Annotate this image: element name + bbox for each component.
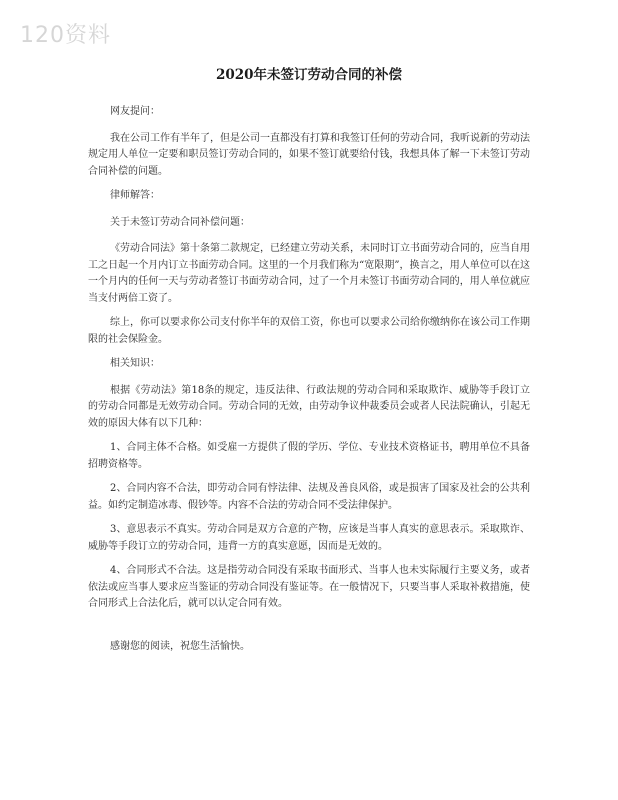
watermark-logo: 120资料 bbox=[20, 23, 111, 48]
document-title: 2020年未签订劳动合同的补偿 bbox=[215, 67, 403, 83]
related-item-3: 3、意思表示不真实。劳动合同是双方合意的产物，应该是当事人真实的意思表示。采取欺诈、威胁等手段订立的劳动合同，违背一方的真实意愿，因而是无效的。 bbox=[88, 524, 530, 552]
answer-paragraph-2: 综上，你可以要求你公司支付你半年的双倍工资，你也可以要求公司给你缴纳你在该公司工作期限的社会保险金。 bbox=[88, 317, 530, 345]
answer-paragraph-1: 《劳动合同法》第十条第二款规定，已经建立劳动关系，未同时订立书面劳动合同的，应当自用工之日起一个月内订立书面劳动合同。这里的一个月我们称为“宽限期”，换言之，用人单位可以在这一个月内的任何一天与劳动者签订书面劳动合同，过了一个月未签订书面劳动合同的，用人单位就应当支付两倍工资了。 bbox=[88, 243, 530, 304]
related-item-2: 2、合同内容不合法，即劳动合同有悖法律、法规及善良风俗，或是损害了国家及社会的公共利益。如约定制造冰毒、假钞等。内容不合法的劳动合同不受法律保护。 bbox=[88, 483, 530, 511]
related-item-4: 4、合同形式不合法。这是指劳动合同没有采取书面形式、当事人也未实际履行主要义务，或者依法或应当事人要求应当鉴证的劳动合同没有鉴证等。在一般情况下，只要当事人采取补救措施，使合同形式上合法化后，就可以认定合同有效。 bbox=[88, 565, 530, 609]
related-item-1: 1、合同主体不合格。如受雇一方提供了假的学历、学位、专业技术资格证书，聘用单位不具备招聘资格等。 bbox=[88, 442, 530, 470]
related-paragraph: 根据《劳动法》第18条的规定，违反法律、行政法规的劳动合同和采取欺诈、威胁等手段订立的劳动合同都是无效劳动合同。劳动合同的无效，由劳动争议仲裁委员会或者人民法院确认，引起无效的原因大体有以下几种： bbox=[88, 384, 530, 429]
answer-label: 律师解答： bbox=[110, 190, 160, 201]
related-label: 相关知识： bbox=[110, 358, 160, 369]
answer-intro: 关于未签订劳动合同补偿问题： bbox=[110, 216, 250, 228]
document-page bbox=[88, 66, 530, 665]
question-label: 网友提问： bbox=[110, 106, 160, 117]
question-paragraph: 我在公司工作有半年了，但是公司一直都没有打算和我签订任何的劳动合同，我听说新的劳动法规定用人单位一定要和职员签订劳动合同的，如果不签订就要给付钱，我想具体了解一下未签订劳动合同补偿的问题。 bbox=[88, 132, 530, 177]
closing-line: 感谢您的阅读，祝您生活愉快。 bbox=[110, 640, 250, 652]
